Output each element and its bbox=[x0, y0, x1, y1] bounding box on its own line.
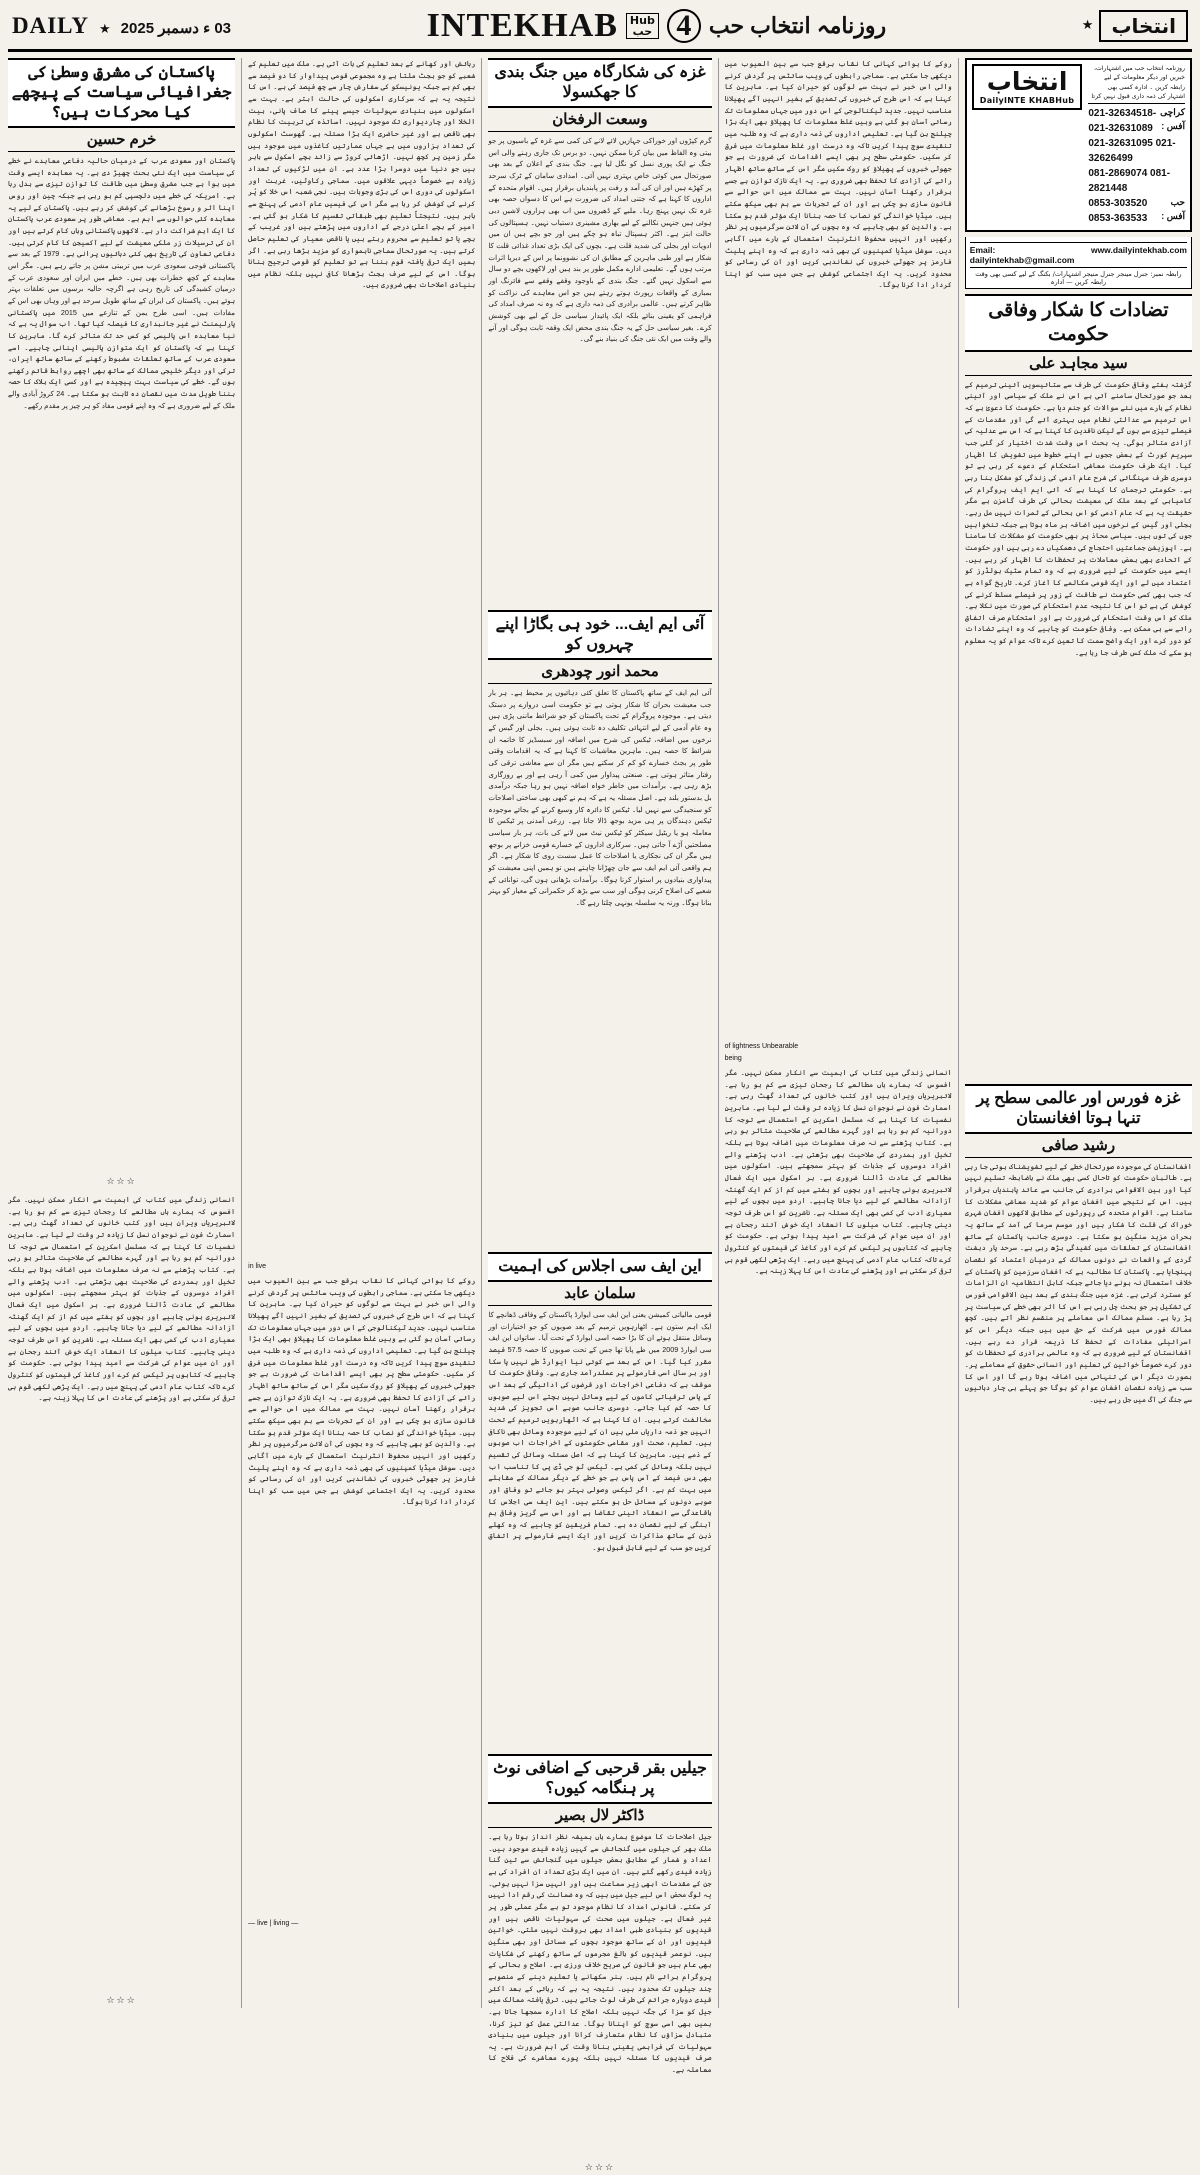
article-headline: جیلیں بقر قرحبی کے اضافی نوٹ پر ہنگامہ کیوں؟ bbox=[488, 1754, 711, 1804]
article-body: آئی ایم ایف کے ساتھ پاکستان کا تعلق کئی دہائیوں پر محیط ہے۔ ہر بار جب معیشت بحران کا شکار ہوتی ہے تو حکومت اسی دروازے پر دستک دیتی ہے۔ موجودہ پروگرام کے تحت پاکستان کو جو شرائط ماننی پڑی ہیں وہ عام آدمی کے لیے انتہائی تکلیف دہ ثابت ہوئی ہیں۔ بجلی اور گیس کے نرخوں میں اضافہ، ٹیکس کی شرح میں اضافہ اور سبسڈیز کا خاتمہ ان شرائط کا حصہ ہیں۔ ماہرین معاشیات کا کہنا ہے کہ یہ اقدامات وقتی طور پر بجٹ خسارے کو کم کر سکتے ہیں مگر ان سے معاشی ترقی کی رفتار متاثر ہوتی ہے۔ صنعتی پیداوار میں کمی آ رہی ہے اور بے روزگاری بڑھ رہی ہے۔ برآمدات میں خاطر خواہ اضافہ نہیں ہو رہا جبکہ درآمدی بل بدستور بلند ہے۔ اصل مسئلہ یہ ہے کہ ہم نے کبھی بھی ساختی اصلاحات کو سنجیدگی سے نہیں لیا۔ ٹیکس کا دائرہ کار وسیع کرنے کے بجائے موجودہ ٹیکس دہندگان پر ہی مزید بوجھ ڈالا جاتا ہے۔ زرعی آمدنی پر ٹیکس کا معاملہ ہو یا ریٹیل سیکٹر کو ٹیکس نیٹ میں لانے کی بات، ہر بار سیاسی مصلحتیں آڑے آ جاتی ہیں۔ سرکاری اداروں کے خسارے قومی خزانے پر بوجھ ہیں مگر ان کی نجکاری یا اصلاحات کا عمل سست روی کا شکار ہے۔ اگر ہم واقعی آئی ایم ایف سے جان چھڑانا چاہتے ہیں تو ہمیں اپنی معیشت کو پیداواری بنیادوں پر استوار کرنا ہوگا۔ برآمدات بڑھانی ہوں گی، توانائی کے شعبے کی اصلاح کرنی ہوگی اور سب سے بڑھ کر حکمرانی کے معیار کو بہتر بنانا ہوگا۔ ورنہ یہ سلسلہ یونہی چلتا رہے گا۔ bbox=[488, 688, 712, 907]
article-gaza-afghan bbox=[965, 1084, 1192, 2171]
article-body: جیل اصلاحات کا موضوع ہمارے ہاں ہمیشہ نظر انداز ہوتا رہا ہے۔ ملک بھر کی جیلوں میں گنجائش سے کہیں زیادہ قیدی موجود ہیں۔ اعداد و شمار کے مطابق بعض جیلوں میں گنجائش سے تین گنا زیادہ قیدی رکھے گئے ہیں۔ ان میں ایک بڑی تعداد ان افراد کی ہے جن کے مقدمات ابھی زیر سماعت ہیں اور انہیں سزا نہیں ہوئی۔ یہ لوگ محض اس لیے جیل میں ہیں کہ وہ ضمانت کی رقم ادا نہیں کر سکتے۔ قانونی امداد کا نظام موجود تو ہے مگر عملی طور پر غیر فعال ہے۔ جیلوں میں صحت کی سہولیات ناقص ہیں اور قیدیوں کو بنیادی طبی امداد بھی بروقت نہیں ملتی۔ خواتین قیدیوں اور ان کے ساتھ موجود بچوں کے مسائل اور بھی سنگین ہیں۔ نوعمر قیدیوں کو بالغ مجرموں کے ساتھ رکھنے کی شکایات بھی عام ہیں جو قانون کی صریح خلاف ورزی ہے۔ اصلاح و بحالی کے پروگرام برائے نام ہیں۔ ہنر سکھانے یا تعلیم دینے کے منصوبے چند جیلوں تک محدود ہیں۔ نتیجہ یہ ہے کہ رہائی کے بعد اکثر قیدی دوبارہ جرائم کی طرف لوٹ جاتے ہیں۔ ترقی یافتہ ممالک میں جیل کو سزا کی جگہ نہیں بلکہ اصلاح کا ادارہ سمجھا جاتا ہے۔ ہمیں بھی اسی سوچ کو اپنانا ہوگا۔ عدالتی عمل کو تیز کرنا، متبادل سزاؤں کا نظام متعارف کرانا اور جیلوں میں بنیادی سہولیات کی فراہمی یقینی بنانا وقت کی اہم ضرورت ہے۔ یہ صرف قیدیوں کا مسئلہ نہیں بلکہ پورے معاشرے کی فلاح کا معاملہ ہے۔ bbox=[488, 1832, 712, 2075]
article-byline: سلمان عابد bbox=[488, 1282, 711, 1306]
masthead bbox=[8, 6, 1192, 52]
article-byline: محمد انور چودھری bbox=[488, 660, 711, 684]
article-body: پاکستان اور سعودی عرب کے درمیان حالیہ دفاعی معاہدے نے خطے کی سیاست میں ایک نئی بحث چھیڑ دی ہے۔ یہ معاہدہ ایسے وقت میں ہوا ہے جب مشرق وسطیٰ میں طاقت کا توازن تیزی سے بدل رہا ہے۔ امریکہ کی خطے میں دلچسپی کم ہو رہی ہے جبکہ چین اور روس اپنا اثر و رسوخ بڑھانے کی کوشش کر رہے ہیں۔ پاکستان کے لیے یہ معاہدہ کئی حوالوں سے اہم ہے۔ معاشی طور پر سعودی عرب پاکستان کا ایک اہم شراکت دار ہے۔ لاکھوں پاکستانی وہاں کام کرتے ہیں اور ان کی ترسیلات زر ملکی معیشت کے لیے آکسیجن کا کام کرتی ہیں۔ دفاعی تعاون کی تاریخ بھی کئی دہائیوں پرانی ہے۔ 1979 کے بعد سے پاکستانی فوجی سعودی عرب میں تربیتی مشن پر جاتے رہے ہیں۔ مگر اس معاہدے کے کچھ خطرات بھی ہیں۔ خطے میں ایران اور سعودی عرب کے درمیان کشیدگی کی تاریخ رہی ہے اگرچہ حالیہ برسوں میں تعلقات بہتر ہوئے ہیں۔ پاکستان کی ایران کے ساتھ طویل سرحد ہے اور وہاں بھی اس کے مفادات ہیں۔ اسی طرح یمن کے تنازعے میں 2015 میں پاکستانی پارلیمنٹ نے غیر جانبداری کا فیصلہ کیا تھا۔ اب سوال یہ ہے کہ نیا معاہدہ اس پالیسی کو کس حد تک متاثر کرے گا۔ ماہرین کا کہنا ہے کہ پاکستان کو ایک متوازن پالیسی اپنانی چاہیے۔ اسے سعودی عرب کے ساتھ تعلقات مضبوط رکھنے کے ساتھ ساتھ ایران، ترکی اور دیگر خلیجی ممالک کے ساتھ بھی اچھے روابط قائم رکھنے ہوں گے۔ خطے کی سیاست بہت پیچیدہ ہے اور کسی ایک بلاک کا حصہ بننا طویل مدت میں نقصان دہ ثابت ہو سکتا ہے۔ 24 کروڑ آبادی والے ملک کے لیے ضروری ہے کہ وہ اپنے قومی مفاد کو ہر چیز پر مقدم رکھے۔ bbox=[7, 156, 236, 410]
english-fragment-3: in live bbox=[248, 1263, 267, 1270]
phone-label-hub: حب آفس : bbox=[1161, 197, 1185, 221]
english-fragment-2: being bbox=[724, 1055, 742, 1062]
ad-logo-urdu: انتخاب bbox=[986, 67, 1068, 96]
star-icon-right: ★ bbox=[1081, 18, 1094, 33]
column4-body-upper: رہائش اور کھانے کے بعد تعلیم کی بات آتی ہے۔ ملک میں تعلیم کے شعبے کو جو بجٹ ملتا ہے وہ مجموعی قومی پیداوار کا دو فیصد سے بھی کم ہے جبکہ یونیسکو کی سفارش چار سے چھ فیصد کی ہے۔ اس کا نتیجہ یہ ہے کہ سرکاری اسکولوں کی حالت ابتر ہے۔ بہت سے اسکولوں میں بنیادی سہولیات جیسے پینے کا صاف پانی، بیت الخلا اور چاردیواری تک موجود نہیں۔ اساتذہ کی تربیت کا نظام بھی ناقص ہے اور غیر حاضری ایک بڑا مسئلہ ہے۔ گھوسٹ اسکولوں کی تعداد ہزاروں میں ہے جہاں عمارتیں کاغذوں میں موجود ہیں مگر زمین پر کچھ نہیں۔ اڑھائی کروڑ سے زائد بچے اسکول سے باہر ہیں جو دنیا میں دوسرا بڑا عدد ہے۔ ان میں لڑکیوں کی تعداد زیادہ ہے خصوصاً دیہی علاقوں میں۔ سماجی رکاوٹیں، غربت اور اسکولوں کی دوری اس کی بڑی وجوہات ہیں۔ نجی شعبہ اس خلا کو پُر کرنے کی کوشش کر رہا ہے مگر اس کی فیسیں عام آدمی کی پہنچ سے باہر ہیں۔ نتیجتاً تعلیم بھی طبقاتی تقسیم کا شکار ہو گئی ہے۔ امیر کے بچے اعلیٰ درجے کے اداروں میں پڑھتے ہیں اور غریب کے بچے یا تو تعلیم سے محروم رہتے ہیں یا ناقص معیار کی تعلیم حاصل کرتے ہیں۔ یہ صورتحال سماجی ناہمواری کو مزید بڑھا رہی ہے۔ اگر ہمیں ایک ترقی یافتہ قوم بننا ہے تو تعلیم کو قومی ترجیح بنانا ہوگا۔ اس کے لیے صرف بجٹ بڑھانا کافی نہیں بلکہ نظام میں بنیادی اصلاحات بھی ضروری ہیں۔ bbox=[248, 59, 476, 290]
masthead-left bbox=[12, 13, 231, 39]
phone-numbers-3[interactable]: 0853-303520 0853-363533 bbox=[1088, 198, 1148, 225]
column-right bbox=[965, 58, 1192, 2008]
masthead-hub-bottom: حب bbox=[632, 24, 653, 38]
column-left bbox=[8, 58, 235, 2008]
article-tazadat bbox=[965, 294, 1192, 1079]
article-body: گرم کپڑوں اور خوراکی جہازیں لائے لانے کی کمی سے غزہ کے باسیوں پر جو بیتی وہ الفاظ میں بیان کرنا ممکن نہیں۔ دو برس تک جاری رہنے والی اس جنگ نے ایک پوری نسل کو نگل لیا ہے۔ جنگ بندی کے اعلان کے بعد بھی صورتحال میں کوئی خاص بہتری نہیں آئی۔ امدادی سامان کے ٹرک سرحد پر کھڑے ہیں اور ان کی آمد و رفت پر پابندیاں برقرار ہیں۔ اقوام متحدہ کے اداروں کا کہنا ہے کہ جتنی امداد کی ضرورت ہے اس کا دسواں حصہ بھی غزہ تک نہیں پہنچ رہا۔ ملبے کے ڈھیروں میں اب بھی ہزاروں لاشیں دبی ہوئی ہیں جنہیں نکالنے کے لیے بھاری مشینری دستیاب نہیں۔ ہسپتالوں کی حالت ابتر ہے۔ اکثر ہسپتال تباہ ہو چکے ہیں اور جو بچے ہیں ان میں ادویات اور بجلی کی شدید قلت ہے۔ بچوں کی ایک بڑی تعداد غذائی قلت کا شکار ہے اور طبی ماہرین کے مطابق ان کی نشوونما پر اس کے دیرپا اثرات مرتب ہوں گے۔ تعلیمی ادارے مکمل طور پر بند ہیں اور لاکھوں بچے دو سال سے اسکول نہیں گئے۔ جنگ بندی کے باوجود وقفے وقفے سے فائرنگ اور بمباری کے واقعات رپورٹ ہوتے رہتے ہیں جو اس معاہدے کی نزاکت کو ظاہر کرتے ہیں۔ عالمی برادری کی ذمہ داری ہے کہ وہ نہ صرف امداد کی فراہمی کو یقینی بنائے بلکہ ایک پائیدار سیاسی حل کے لیے بھی کوشش کرے۔ بغیر سیاسی حل کے یہ جنگ بندی محض ایک وقفہ ثابت ہوگی اور آنے والے وقت میں ایک نئی جنگ کی بنیاد بنے گی۔ bbox=[488, 136, 712, 344]
masthead-hub-top: Hub bbox=[629, 13, 655, 27]
column-divider-2 bbox=[718, 58, 719, 2008]
end-mark: ☆☆☆ bbox=[106, 1177, 137, 1187]
column-divider bbox=[958, 58, 959, 2008]
column2-body-lower: انسانی زندگی میں کتاب کی اہمیت سے انکار ممکن نہیں۔ مگر افسوس کہ ہمارے ہاں مطالعے کا رجحان تیزی سے کم ہو رہا ہے۔ لائبریریاں ویران ہیں اور کتب خانوں کی تعداد گھٹ رہی ہے۔ اسمارٹ فون نے نوجوان نسل کا زیادہ تر وقت لے لیا ہے۔ ماہرین نفسیات کا کہنا ہے کہ مسلسل اسکرین کے استعمال سے توجہ کا دورانیہ کم ہو رہا ہے اور گہرے مطالعے کی صلاحیت متاثر ہو رہی ہے۔ کتاب پڑھنے سے نہ صرف معلومات میں اضافہ ہوتا ہے بلکہ تخیل اور ہمدردی کی صلاحیت بھی بڑھتی ہے۔ ادب پڑھنے والے افراد دوسروں کے جذبات کو بہتر سمجھتے ہیں۔ اسکولوں میں مطالعے کی عادت ڈالنا ضروری ہے۔ ہر اسکول میں ایک فعال لائبریری ہونی چاہیے اور بچوں کو ہفتے میں کم از کم ایک گھنٹہ آزادانہ مطالعے کے لیے دیا جانا چاہیے۔ اردو میں بچوں کے لیے معیاری ادب کی کمی بھی ایک مسئلہ ہے۔ ناشرین کو اس طرف توجہ دینی چاہیے۔ کتاب میلوں کا انعقاد ایک خوش آئند رجحان ہے اور ان میں عوام کی شرکت سے امید پیدا ہوتی ہے۔ حکومت کو چاہیے کہ کتابوں پر ٹیکس کم کرے اور کاغذ کی قیمتوں کو کنٹرول کرے تاکہ کتاب عام آدمی کی پہنچ میں رہے۔ ایک پڑھی لکھی قوم ہی ترقی کر سکتی ہے اور پڑھنے کی عادت اس کا پہلا زینہ ہے۔ bbox=[724, 1068, 952, 1276]
column-4 bbox=[248, 58, 475, 2008]
article-byline: رشید صافی bbox=[965, 1134, 1192, 1158]
column2-body-upper: روکے کا ہوائی کہانی کا نقاب برقع جب سے بین العیوب میں دیکھی جا سکتی ہے۔ سماجی رابطوں کی ویب سائٹس پر گردش کرنے والی اس خبر نے بہت سے لوگوں کو حیران کیا ہے۔ ماہرین کا کہنا ہے کہ اس طرح کی خبروں کی تصدیق کے بغیر انہیں آگے پھیلانا مناسب نہیں۔ جدید ٹیکنالوجی کے اس دور میں جہاں معلومات تک رسائی آسان ہو گئی ہے وہیں غلط معلومات کا پھیلاؤ بھی ایک بڑا چیلنج بن گیا ہے۔ تعلیمی اداروں کی ذمہ داری ہے کہ وہ طلبہ میں تنقیدی سوچ پیدا کریں تاکہ وہ درست اور غلط معلومات میں فرق کر سکیں۔ حکومتی سطح پر بھی ایسے اقدامات کی ضرورت ہے جو جھوٹی خبروں کے پھیلاؤ کو روک سکیں مگر اس کے ساتھ ساتھ اظہار رائے کی آزادی کا تحفظ بھی ضروری ہے۔ یہ ایک نازک توازن ہے جسے برقرار رکھنا آسان نہیں۔ بہت سے ممالک میں اس حوالے سے قانون سازی ہو چکی ہے اور ان کے تجربات سے ہم بھی سیکھ سکتے ہیں۔ میڈیا خواندگی کو نصاب کا حصہ بنانا ایک مؤثر قدم ہو سکتا ہے۔ والدین کو بھی چاہیے کہ وہ بچوں کی آن لائن سرگرمیوں پر نظر رکھیں اور انہیں محفوظ انٹرنیٹ استعمال کے بارے میں آگاہی دیں۔ سوشل میڈیا کمپنیوں کی بھی ذمہ داری ہے کہ وہ اپنے پلیٹ فارمز پر جھوٹی خبروں کی نشاندہی کریں اور ان کی رسائی کو محدود کریں۔ یہ ایک اجتماعی کوشش ہے جس میں سب کو اپنا کردار ادا کرنا ہوگا۔ bbox=[724, 59, 952, 290]
article-body: قومی مالیاتی کمیشن یعنی این ایف سی ایوارڈ پاکستان کے وفاقی ڈھانچے کا ایک اہم ستون ہے۔ اٹھارہویں ترمیم کے بعد صوبوں کو جو اختیارات اور وسائل منتقل ہوئے ان کا بڑا حصہ اسی ایوارڈ کے تحت آیا۔ ساتواں این ایف سی ایوارڈ 2009 میں طے پایا تھا جس کے تحت صوبوں کا حصہ 57.5 فیصد مقرر کیا گیا۔ اس کے بعد سے کوئی نیا ایوارڈ طے نہیں پا سکا اور ہر سال اسی فارمولے پر عملدرآمد جاری ہے۔ وفاقی حکومت کا موقف ہے کہ دفاعی اخراجات اور قرضوں کی ادائیگی کے بعد اس کے پاس ترقیاتی کاموں کے لیے وسائل نہیں بچتے اس لیے صوبوں کا حصہ کم کیا جائے۔ دوسری جانب صوبے اس تجویز کی شدید مخالفت کرتے ہیں۔ ان کا کہنا ہے کہ اٹھارہویں ترمیم کے تحت انہیں جو ذمہ داریاں ملی ہیں ان کے لیے موجودہ وسائل بھی ناکافی ہیں۔ تعلیم، صحت اور مقامی حکومتوں کے اخراجات اب صوبوں کے ذمے ہیں۔ ماہرین کا کہنا ہے کہ اصل مسئلہ وسائل کی تقسیم نہیں بلکہ وسائل کی کمی ہے۔ ٹیکس ٹو جی ڈی پی کا تناسب اب بھی دس فیصد کے آس پاس ہے جو خطے کے دیگر ممالک کے مقابلے میں بہت کم ہے۔ اگر ٹیکس وصولی بہتر ہو جائے تو وفاق اور صوبے دونوں کے مسائل حل ہو سکتے ہیں۔ این ایف سی اجلاس کا باقاعدگی سے انعقاد آئینی تقاضا ہے اور اس سے گریز وفاقی ہم آہنگی کے لیے نقصان دہ ہے۔ تمام فریقین کو چاہیے کہ وہ کھلے ذہن کے ساتھ مذاکرات کریں اور ایک ایسے فارمولے پر اتفاق کریں جو سب کے لیے قابل قبول ہو۔ bbox=[488, 1310, 712, 1553]
article-pak-khaleej bbox=[8, 58, 235, 1189]
phone-numbers-0[interactable]: 021-32634518-021-32631089 bbox=[1088, 108, 1157, 135]
column-3 bbox=[488, 58, 712, 2173]
contact-ad-box bbox=[965, 58, 1192, 232]
article-nfc bbox=[488, 1252, 711, 1749]
end-mark-bottom: ☆☆☆ bbox=[106, 1996, 137, 2006]
masthead-daily-label: DAILY bbox=[12, 12, 90, 38]
page-content bbox=[7, 58, 1192, 2173]
column4-body-lower: روکے کا ہوائی کہانی کا نقاب برقع جب سے بین العیوب میں دیکھی جا سکتی ہے۔ سماجی رابطوں کی ویب سائٹس پر گردش کرنے والی اس خبر نے بہت سے لوگوں کو حیران کیا ہے۔ ماہرین کا کہنا ہے کہ اس طرح کی خبروں کی تصدیق کے بغیر انہیں آگے پھیلانا مناسب نہیں۔ جدید ٹیکنالوجی کے اس دور میں جہاں معلومات تک رسائی آسان ہو گئی ہے وہیں غلط معلومات کا پھیلاؤ بھی ایک بڑا چیلنج بن گیا ہے۔ تعلیمی اداروں کی ذمہ داری ہے کہ وہ طلبہ میں تنقیدی سوچ پیدا کریں تاکہ وہ درست اور غلط معلومات میں فرق کر سکیں۔ حکومتی سطح پر بھی ایسے اقدامات کی ضرورت ہے جو جھوٹی خبروں کے پھیلاؤ کو روک سکیں مگر اس کے ساتھ ساتھ اظہار رائے کی آزادی کا تحفظ بھی ضروری ہے۔ یہ ایک نازک توازن ہے جسے برقرار رکھنا آسان نہیں۔ بہت سے ممالک میں اس حوالے سے قانون سازی ہو چکی ہے اور ان کے تجربات سے ہم بھی سیکھ سکتے ہیں۔ میڈیا خواندگی کو نصاب کا حصہ بنانا ایک مؤثر قدم ہو سکتا ہے۔ والدین کو بھی چاہیے کہ وہ بچوں کی آن لائن سرگرمیوں پر نظر رکھیں اور انہیں محفوظ انٹرنیٹ استعمال کے بارے میں آگاہی دیں۔ سوشل میڈیا کمپنیوں کی بھی ذمہ داری ہے کہ وہ اپنے پلیٹ فارمز پر جھوٹی خبروں کی نشاندہی کریں اور ان کی رسائی کو محدود کریں۔ یہ ایک اجتماعی کوشش ہے جس میں سب کو اپنا کردار ادا کرنا ہوگا۔ bbox=[248, 1276, 476, 1507]
column-divider-4 bbox=[241, 58, 242, 2008]
masthead-right bbox=[1082, 10, 1188, 42]
masthead-date: 03 ء دسمبر 2025 bbox=[120, 19, 232, 37]
masthead-title-ur: روزنامہ انتخاب حب bbox=[708, 12, 887, 38]
article-imf bbox=[488, 610, 711, 1247]
page-number: 4 bbox=[667, 9, 701, 43]
ad-website[interactable]: www.dailyintekhab.com bbox=[1090, 245, 1187, 256]
english-fragment-4: — live | living — bbox=[248, 1920, 299, 1927]
article-byline: ڈاکٹر لال بصیر bbox=[488, 1804, 711, 1828]
masthead-center bbox=[427, 7, 886, 45]
article-headline: این ایف سی اجلاس کی اہمیت bbox=[488, 1252, 711, 1282]
phone-label-karachi: کراچی آفس : bbox=[1160, 107, 1185, 131]
english-fragment-1: of lightness Unbearable bbox=[724, 1043, 799, 1050]
article-body: گزشتہ ہفتے وفاقی حکومت کی طرف سے ستائیسویں آئینی ترمیم کے بعد جو صورتحال سامنے آئی ہے اس نے ملک کے سیاسی اور آئینی نظام کے بارے میں نئے سوالات کو جنم دیا ہے۔ حکومت کا دعویٰ ہے کہ اس ترمیم سے عدالتی نظام میں بہتری آئے گی اور مقدمات کے فیصلے تیزی سے ہوں گے لیکن ناقدین کا کہنا ہے کہ اس سے عدلیہ کی آزادی متاثر ہوگی۔ یہ بحث اس وقت شدت اختیار کر گئی جب سپریم کورٹ کے بعض ججوں نے اپنے خطوط میں تشویش کا اظہار کیا۔ ایک طرف حکومت معاشی استحکام کے دعوے کر رہی ہے تو دوسری طرف مہنگائی کی شرح عام آدمی کی زندگی کو مشکل بنا رہی ہے۔ حکومتی ترجمان کا کہنا ہے کہ آئی ایم ایف پروگرام کی کامیابی کے بعد ملک کی معیشت بحالی کی طرف گامزن ہے مگر حقیقت یہ ہے کہ عام آدمی کو اس بحالی کے ثمرات نہیں مل رہے۔ بجلی اور گیس کے نرخوں میں اضافہ ہر ماہ ہوتا ہے جبکہ تنخواہیں جوں کی توں ہیں۔ سیاسی محاذ پر بھی حکومت کو مشکلات کا سامنا ہے۔ اپوزیشن جماعتیں احتجاج کی دھمکیاں دے رہی ہیں اور حکومت کے اتحادی بھی بعض معاملات پر تحفظات کا اظہار کر رہے ہیں۔ ایسے میں حکومت کے لیے ضروری ہے کہ وہ تمام سٹیک ہولڈرز کو اعتماد میں لے اور ایک قومی مکالمے کا آغاز کرے۔ تاریخ گواہ ہے کہ جب بھی کسی حکومت نے طاقت کے زور پر فیصلے مسلط کرنے کی کوشش کی ہے تو اس کا نتیجہ عدم استحکام کی صورت میں نکلا ہے۔ ملک کو اس وقت استحکام کی ضرورت ہے اور استحکام صرف اتفاق رائے سے ہی ممکن ہے۔ وفاقی حکومت کو چاہیے کہ وہ اپنے تضادات کو دور کرے اور ایک واضح سمت کا تعین کرے تاکہ عوام کو یہ معلوم ہو سکے کہ ملک کس طرف جا رہا ہے۔ bbox=[964, 379, 1192, 657]
ad-email[interactable]: Email: dailyintekhab@gmail.com bbox=[969, 245, 1075, 266]
column-divider-3 bbox=[481, 58, 482, 2008]
article-gaza-jung bbox=[488, 58, 711, 605]
article-headline: تضادات کا شکار وفاقی حکومت bbox=[965, 294, 1192, 352]
phone-row-2 bbox=[1088, 166, 1185, 196]
ad-logo-en: DailyINTE KHABHub bbox=[979, 96, 1075, 105]
phone-numbers-1[interactable]: 021-32631095 021-32626499 bbox=[1088, 138, 1176, 165]
column-2 bbox=[725, 58, 952, 2008]
article-byline: وسعت الرفخان bbox=[488, 108, 711, 132]
column5-body-lower: انسانی زندگی میں کتاب کی اہمیت سے انکار ممکن نہیں۔ مگر افسوس کہ ہمارے ہاں مطالعے کا رجحان تیزی سے کم ہو رہا ہے۔ لائبریریاں ویران ہیں اور کتب خانوں کی تعداد گھٹ رہی ہے۔ اسمارٹ فون نے نوجوان نسل کا زیادہ تر وقت لے لیا ہے۔ ماہرین نفسیات کا کہنا ہے کہ مسلسل اسکرین کے استعمال سے توجہ کا دورانیہ کم ہو رہا ہے اور گہرے مطالعے کی صلاحیت متاثر ہو رہی ہے۔ کتاب پڑھنے سے نہ صرف معلومات میں اضافہ ہوتا ہے بلکہ تخیل اور ہمدردی کی صلاحیت بھی بڑھتی ہے۔ ادب پڑھنے والے افراد دوسروں کے جذبات کو بہتر سمجھتے ہیں۔ اسکولوں میں مطالعے کی عادت ڈالنا ضروری ہے۔ ہر اسکول میں ایک فعال لائبریری ہونی چاہیے اور بچوں کو ہفتے میں کم از کم ایک گھنٹہ آزادانہ مطالعے کے لیے دیا جانا چاہیے۔ اردو میں بچوں کے لیے معیاری ادب کی کمی بھی ایک مسئلہ ہے۔ ناشرین کو اس طرف توجہ دینی چاہیے۔ کتاب میلوں کا انعقاد ایک خوش آئند رجحان ہے اور ان میں عوام کی شرکت سے امید پیدا ہوتی ہے۔ حکومت کو چاہیے کہ کتابوں پر ٹیکس کم کرے اور کاغذ کی قیمتوں کو کنٹرول کرے تاکہ کتاب عام آدمی کی پہنچ میں رہے۔ ایک پڑھی لکھی قوم ہی ترقی کر سکتی ہے اور پڑھنے کی عادت اس کا پہلا زینہ ہے۔ bbox=[7, 1195, 236, 1403]
article-headline: غزہ کی شکارگاہ میں جنگ بندی کا جھکسولا bbox=[488, 58, 711, 108]
article-headline: آئی ایم ایف... خود ہی بگاڑا اپنے چہروں کو bbox=[488, 610, 711, 660]
article-byline: سید مجاہد علی bbox=[965, 352, 1192, 376]
phone-numbers-2[interactable]: 081-2869074 081-2821448 bbox=[1088, 168, 1171, 195]
end-mark: ☆☆☆ bbox=[584, 2163, 616, 2173]
article-jails bbox=[488, 1754, 711, 2175]
masthead-logo: انتخاب bbox=[1099, 10, 1188, 42]
article-headline: غزہ فورس اور عالمی سطح پر تنہا ہوتا افغانستان bbox=[965, 1084, 1192, 1134]
article-byline: خرم حسین bbox=[8, 128, 235, 152]
contact-ad-lines bbox=[1088, 64, 1185, 226]
masthead-title-en: INTEKHAB bbox=[426, 6, 618, 44]
ad-logo bbox=[972, 64, 1083, 110]
phone-row-1 bbox=[1088, 136, 1185, 166]
phone-row-0 bbox=[1088, 106, 1185, 136]
star-icon: ★ bbox=[99, 21, 111, 37]
ad-footer-note: رابطہ نمبر: جنرل مینجر جنرل منیجر اشتہارات/ بکنگ کے لیے کسی بھی وقت رابطہ کریں — ادارہ bbox=[970, 267, 1187, 286]
article-headline: پاکستان کی مشرقِ وسطیٰ کی جغرافیائی سیاست کے پیچھے کیا محرکات ہیں؟ bbox=[8, 58, 235, 128]
masthead-hub-badge bbox=[626, 13, 659, 39]
article-body: افغانستان کی موجودہ صورتحال خطے کے لیے تشویشناک ہوتی جا رہی ہے۔ طالبان حکومت کو تاحال کسی بھی ملک نے باضابطہ تسلیم نہیں کیا اور بین الاقوامی برادری کی جانب سے عائد پابندیاں برقرار ہیں۔ اس کے نتیجے میں افغان عوام کو شدید معاشی مشکلات کا سامنا ہے۔ اقوام متحدہ کی رپورٹوں کے مطابق لاکھوں افغان شہری خوراک کی قلت کا شکار ہیں اور موسم سرما کی آمد کے ساتھ یہ بحران مزید سنگین ہو سکتا ہے۔ دوسری جانب پاکستان کے ساتھ افغانستان کے تعلقات میں کشیدگی بڑھ رہی ہے۔ سرحد پار دہشت گردی کے واقعات نے دونوں ممالک کے درمیان اعتماد کو نقصان پہنچایا ہے۔ پاکستان کا مطالبہ ہے کہ افغان سرزمین کو پاکستان کے خلاف استعمال نہ ہونے دیا جائے جبکہ کابل انتظامیہ ان الزامات کو مسترد کرتی ہے۔ غزہ میں جنگ بندی کے بعد بین الاقوامی فورس کی تشکیل پر جو بحث چل رہی ہے اس کا اثر بھی خطے کی سیاست پر پڑ رہا ہے۔ مسلم ممالک اس معاملے پر منقسم نظر آتے ہیں۔ کچھ ممالک فورس میں شرکت کے حق میں ہیں جبکہ دیگر اس کو اسرائیلی مفادات کے تحفظ کا ذریعہ قرار دے رہے ہیں۔ افغانستان کے لیے ضروری ہے کہ وہ عالمی برادری کے تحفظات کو دور کرے خصوصاً خواتین کی تعلیم اور انسانی حقوق کے معاملے پر۔ بصورت دیگر اس کی تنہائی میں اضافہ ہوتا رہے گا اور اس کا سب سے زیادہ نقصان افغان عوام کو ہوگا جو پہلے ہی چار دہائیوں سے جنگ کی آگ میں جل رہے ہیں۔ bbox=[964, 1161, 1192, 1404]
contact-ad-footer bbox=[965, 237, 1192, 289]
contact-ad-header-note: روزنامہ انتخاب حب میں اشتہارات، خبریں اور دیگر معلومات کے لیے رابطہ کریں ۔ ادارہ کسی بھی اشتہار کی ذمہ داری قبول نہیں کرتا bbox=[1088, 64, 1185, 104]
phone-row-3 bbox=[1088, 196, 1185, 226]
